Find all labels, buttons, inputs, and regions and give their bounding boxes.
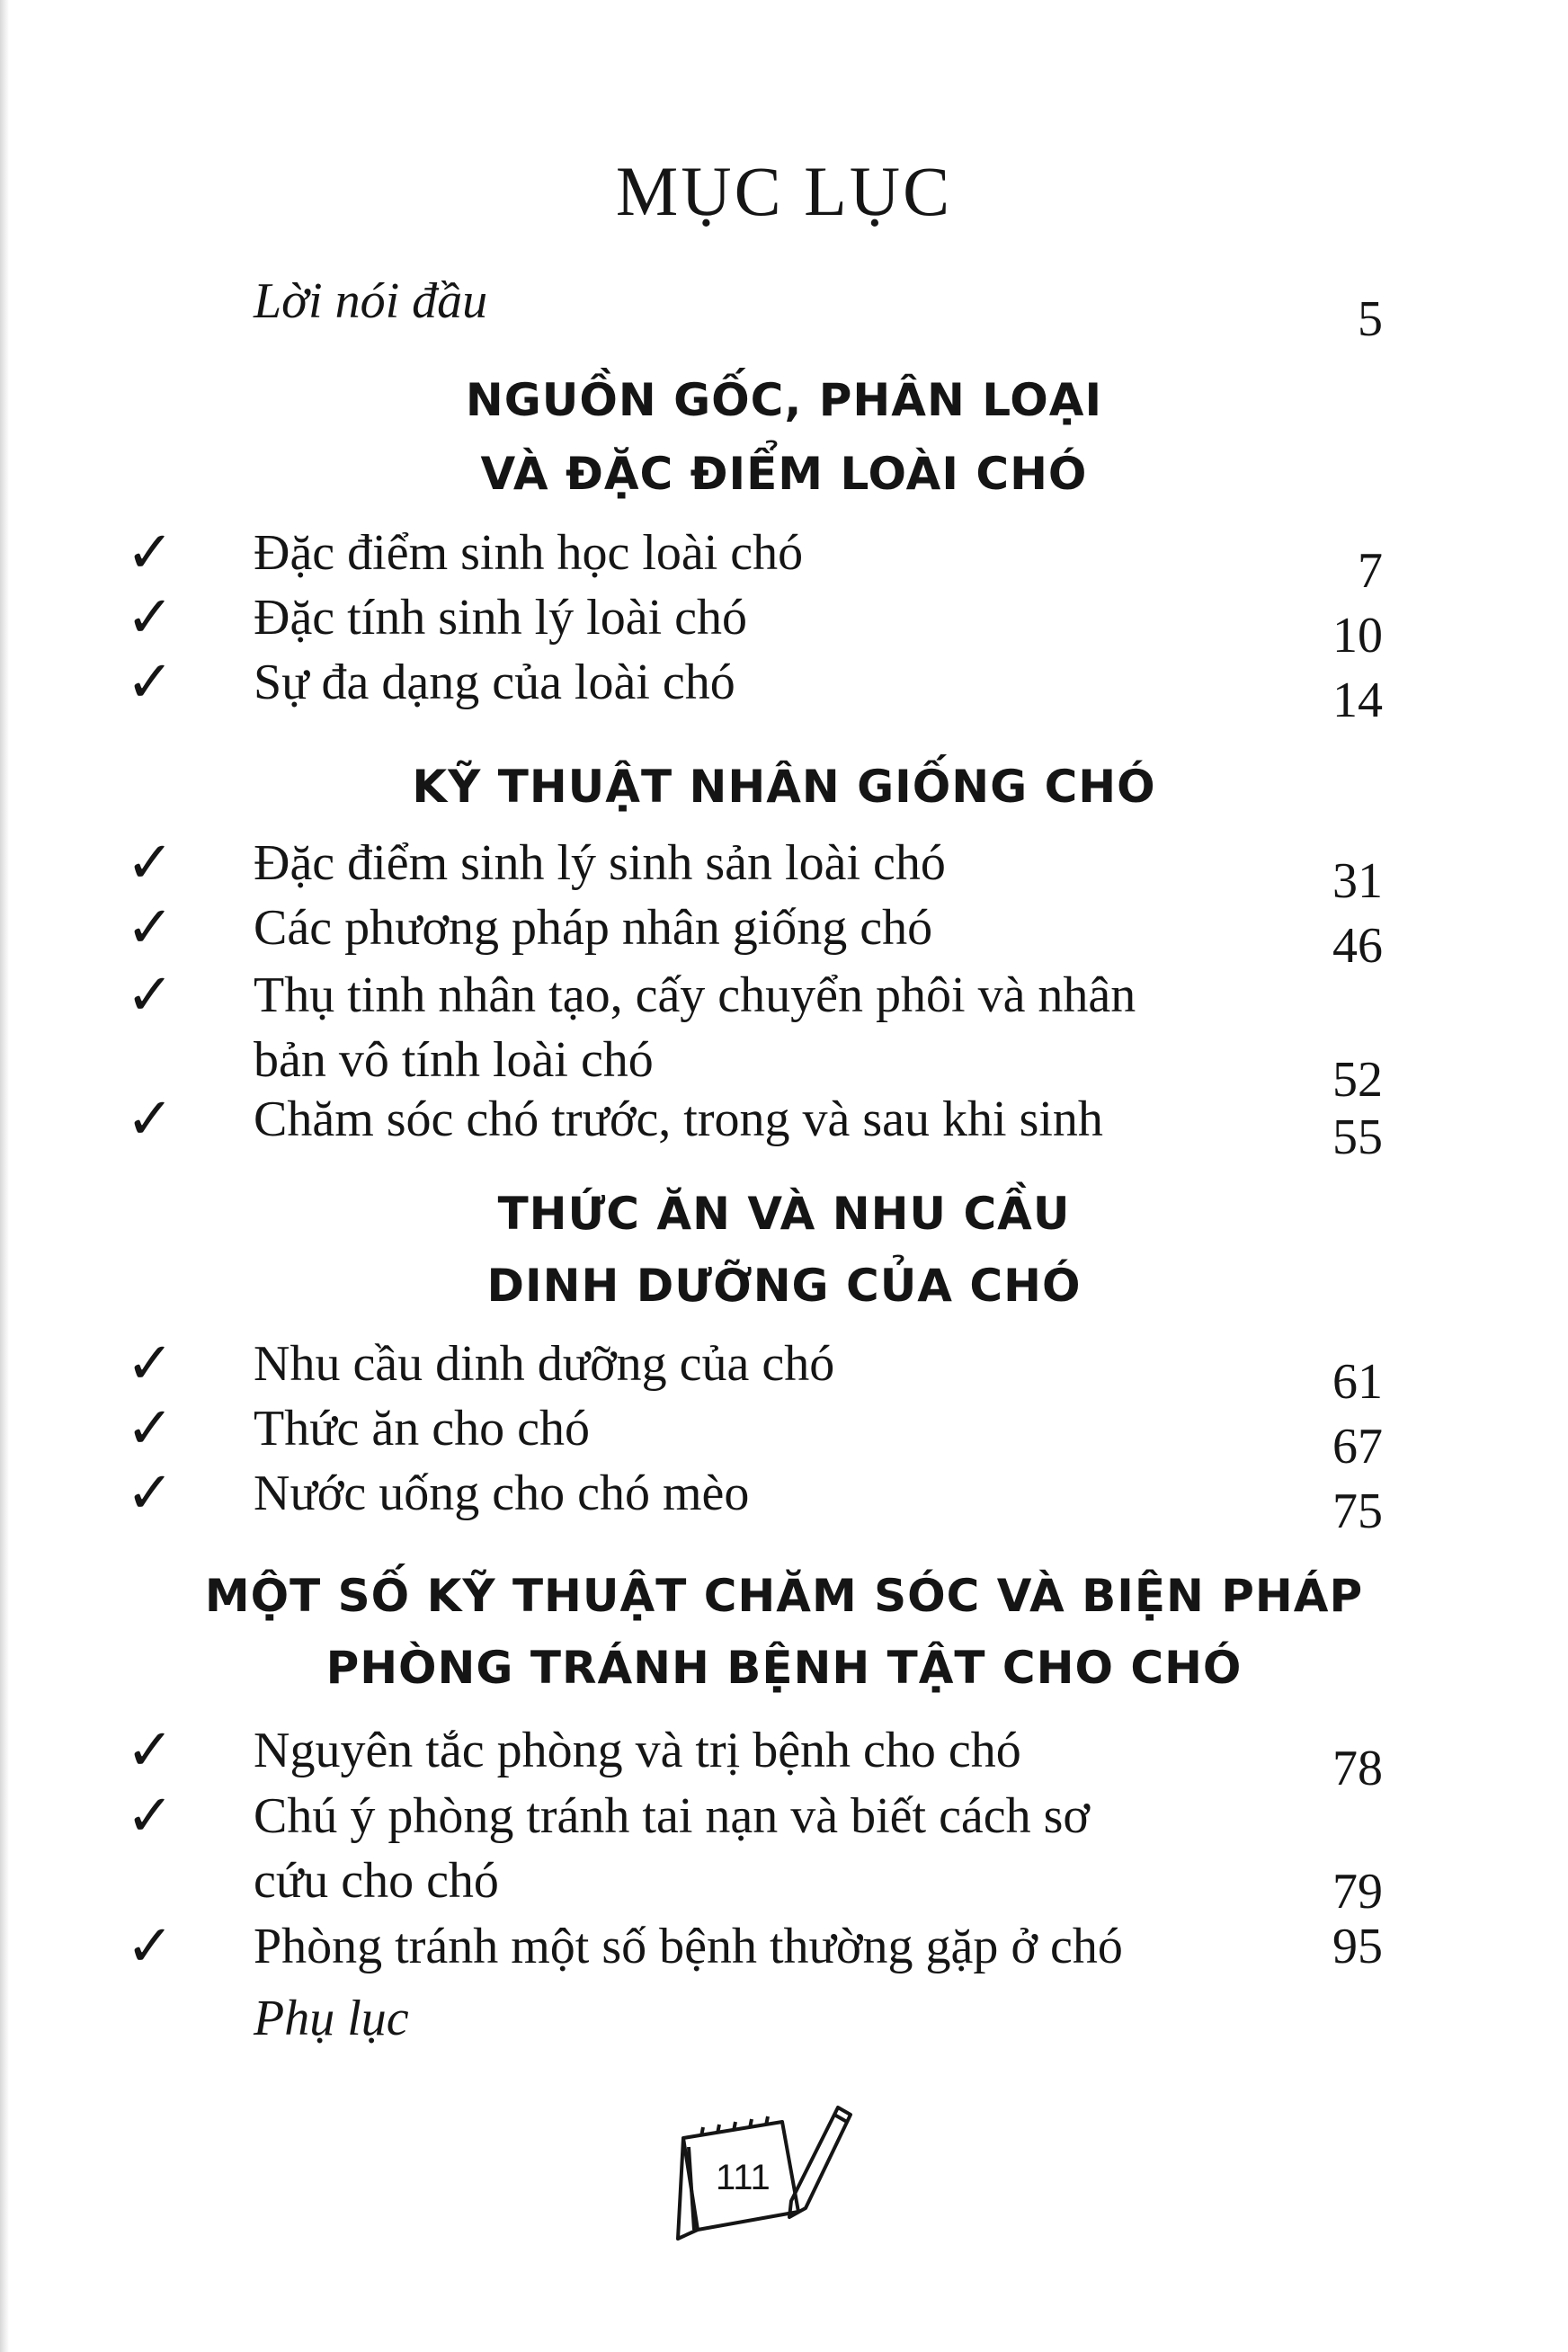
toc-entry-label: Thức ăn cho chó [254,1401,590,1457]
toc-entry-page: 31 [1332,853,1383,909]
checkmark-icon: ✓ [126,1331,174,1397]
toc-entry-label: Đặc điểm sinh học loài chó [254,525,804,581]
section-heading-line: NGUỒN GỐC, PHÂN LOẠI [465,374,1103,426]
toc-entry [0,830,1568,909]
toc-entry-label: Sự đa dạng của loài chó [254,655,735,710]
toc-entry [0,1460,1568,1539]
section-heading-line: THỨC ĂN VÀ NHU CẦU [497,1188,1071,1240]
page-number: 111 [716,2158,771,2197]
toc-entry-label: Nhu cầu dinh dưỡng của chó [254,1336,835,1392]
page-title: MỤC LỤC [615,152,953,230]
checkmark-icon: ✓ [126,1460,174,1527]
toc-entry [0,1915,1568,1987]
section-heading-line: KỸ THUẬT NHÂN GIỐNG CHÓ [412,761,1156,813]
toc-entry-label: Đặc điểm sinh lý sinh sản loài chó [254,835,946,891]
toc-entry-page: 75 [1332,1483,1383,1539]
toc-entry [0,1331,1568,1410]
toc-entry-label-continued: cứu cho chó [254,1853,499,1909]
toc-entry [0,1785,1568,1920]
page-number-badge [674,2095,854,2248]
checkmark-icon: ✓ [126,1086,174,1153]
toc-entry [0,649,1568,728]
checkmark-icon: ✓ [126,1395,174,1462]
toc-entry-page: 5 [1358,291,1383,347]
toc-entry-page: 52 [1332,1052,1383,1108]
toc-entry-page: 46 [1332,918,1383,974]
toc-entry-appendix [0,1987,1568,2059]
toc-entry-label: Phụ lục [254,1991,409,2046]
toc-entry-label: Đặc tính sinh lý loài chó [254,590,748,646]
checkmark-icon: ✓ [126,1783,174,1849]
toc-entry-page: 78 [1332,1741,1383,1796]
toc-entry-page: 79 [1332,1864,1383,1920]
toc-entry-page: 95 [1332,1919,1383,1974]
checkmark-icon: ✓ [126,520,174,586]
toc-entry-page: 10 [1332,608,1383,664]
toc-entry-preface [0,270,1568,347]
toc-entry-label: Lời nói đầu [254,273,488,329]
toc-entry [0,962,1568,1108]
checkmark-icon: ✓ [126,649,174,716]
toc-entry-label: Phòng tránh một số bệnh thường gặp ở chó [254,1919,1123,1974]
checkmark-icon: ✓ [126,584,174,651]
toc-entry [0,1717,1568,1796]
toc-entry-page: 61 [1332,1354,1383,1410]
toc-entry [0,895,1568,974]
toc-entry-page: 14 [1332,673,1383,728]
checkmark-icon: ✓ [126,830,174,896]
toc-entry [0,1395,1568,1474]
toc-entry-page: 67 [1332,1419,1383,1474]
toc-entry [0,520,1568,599]
toc-entry [0,1086,1568,1165]
section-heading-line: DINH DƯỠNG CỦA CHÓ [486,1260,1082,1312]
toc-entry-label: Nước uống cho chó mèo [254,1466,750,1521]
toc-entry-label: Nguyên tắc phòng và trị bệnh cho chó [254,1723,1021,1778]
checkmark-icon: ✓ [126,895,174,961]
toc-entry-label-continued: bản vô tính loài chó [254,1032,654,1088]
toc-entry-label: Chú ý phòng tránh tai nạn và biết cách sơ [254,1788,1091,1844]
section-heading-line: PHÒNG TRÁNH BỆNH TẬT CHO CHÓ [325,1642,1243,1694]
toc-entry-label: Các phương pháp nhân giống chó [254,900,933,956]
section-heading-line: VÀ ĐẶC ĐIỂM LOÀI CHÓ [480,448,1088,500]
toc-entry-page: 55 [1332,1109,1383,1165]
section-heading-line: MỘT SỐ KỸ THUẬT CHĂM SÓC VÀ BIỆN PHÁP [204,1570,1364,1622]
checkmark-icon: ✓ [126,962,174,1029]
toc-entry-label: Chăm sóc chó trước, trong và sau khi sinh [254,1091,1103,1147]
checkmark-icon: ✓ [126,1717,174,1784]
toc-entry-page: 7 [1358,543,1383,599]
checkmark-icon: ✓ [126,1913,174,1980]
toc-entry-label: Thụ tinh nhân tạo, cấy chuyển phôi và nhân [254,967,1136,1023]
toc-entry [0,584,1568,664]
